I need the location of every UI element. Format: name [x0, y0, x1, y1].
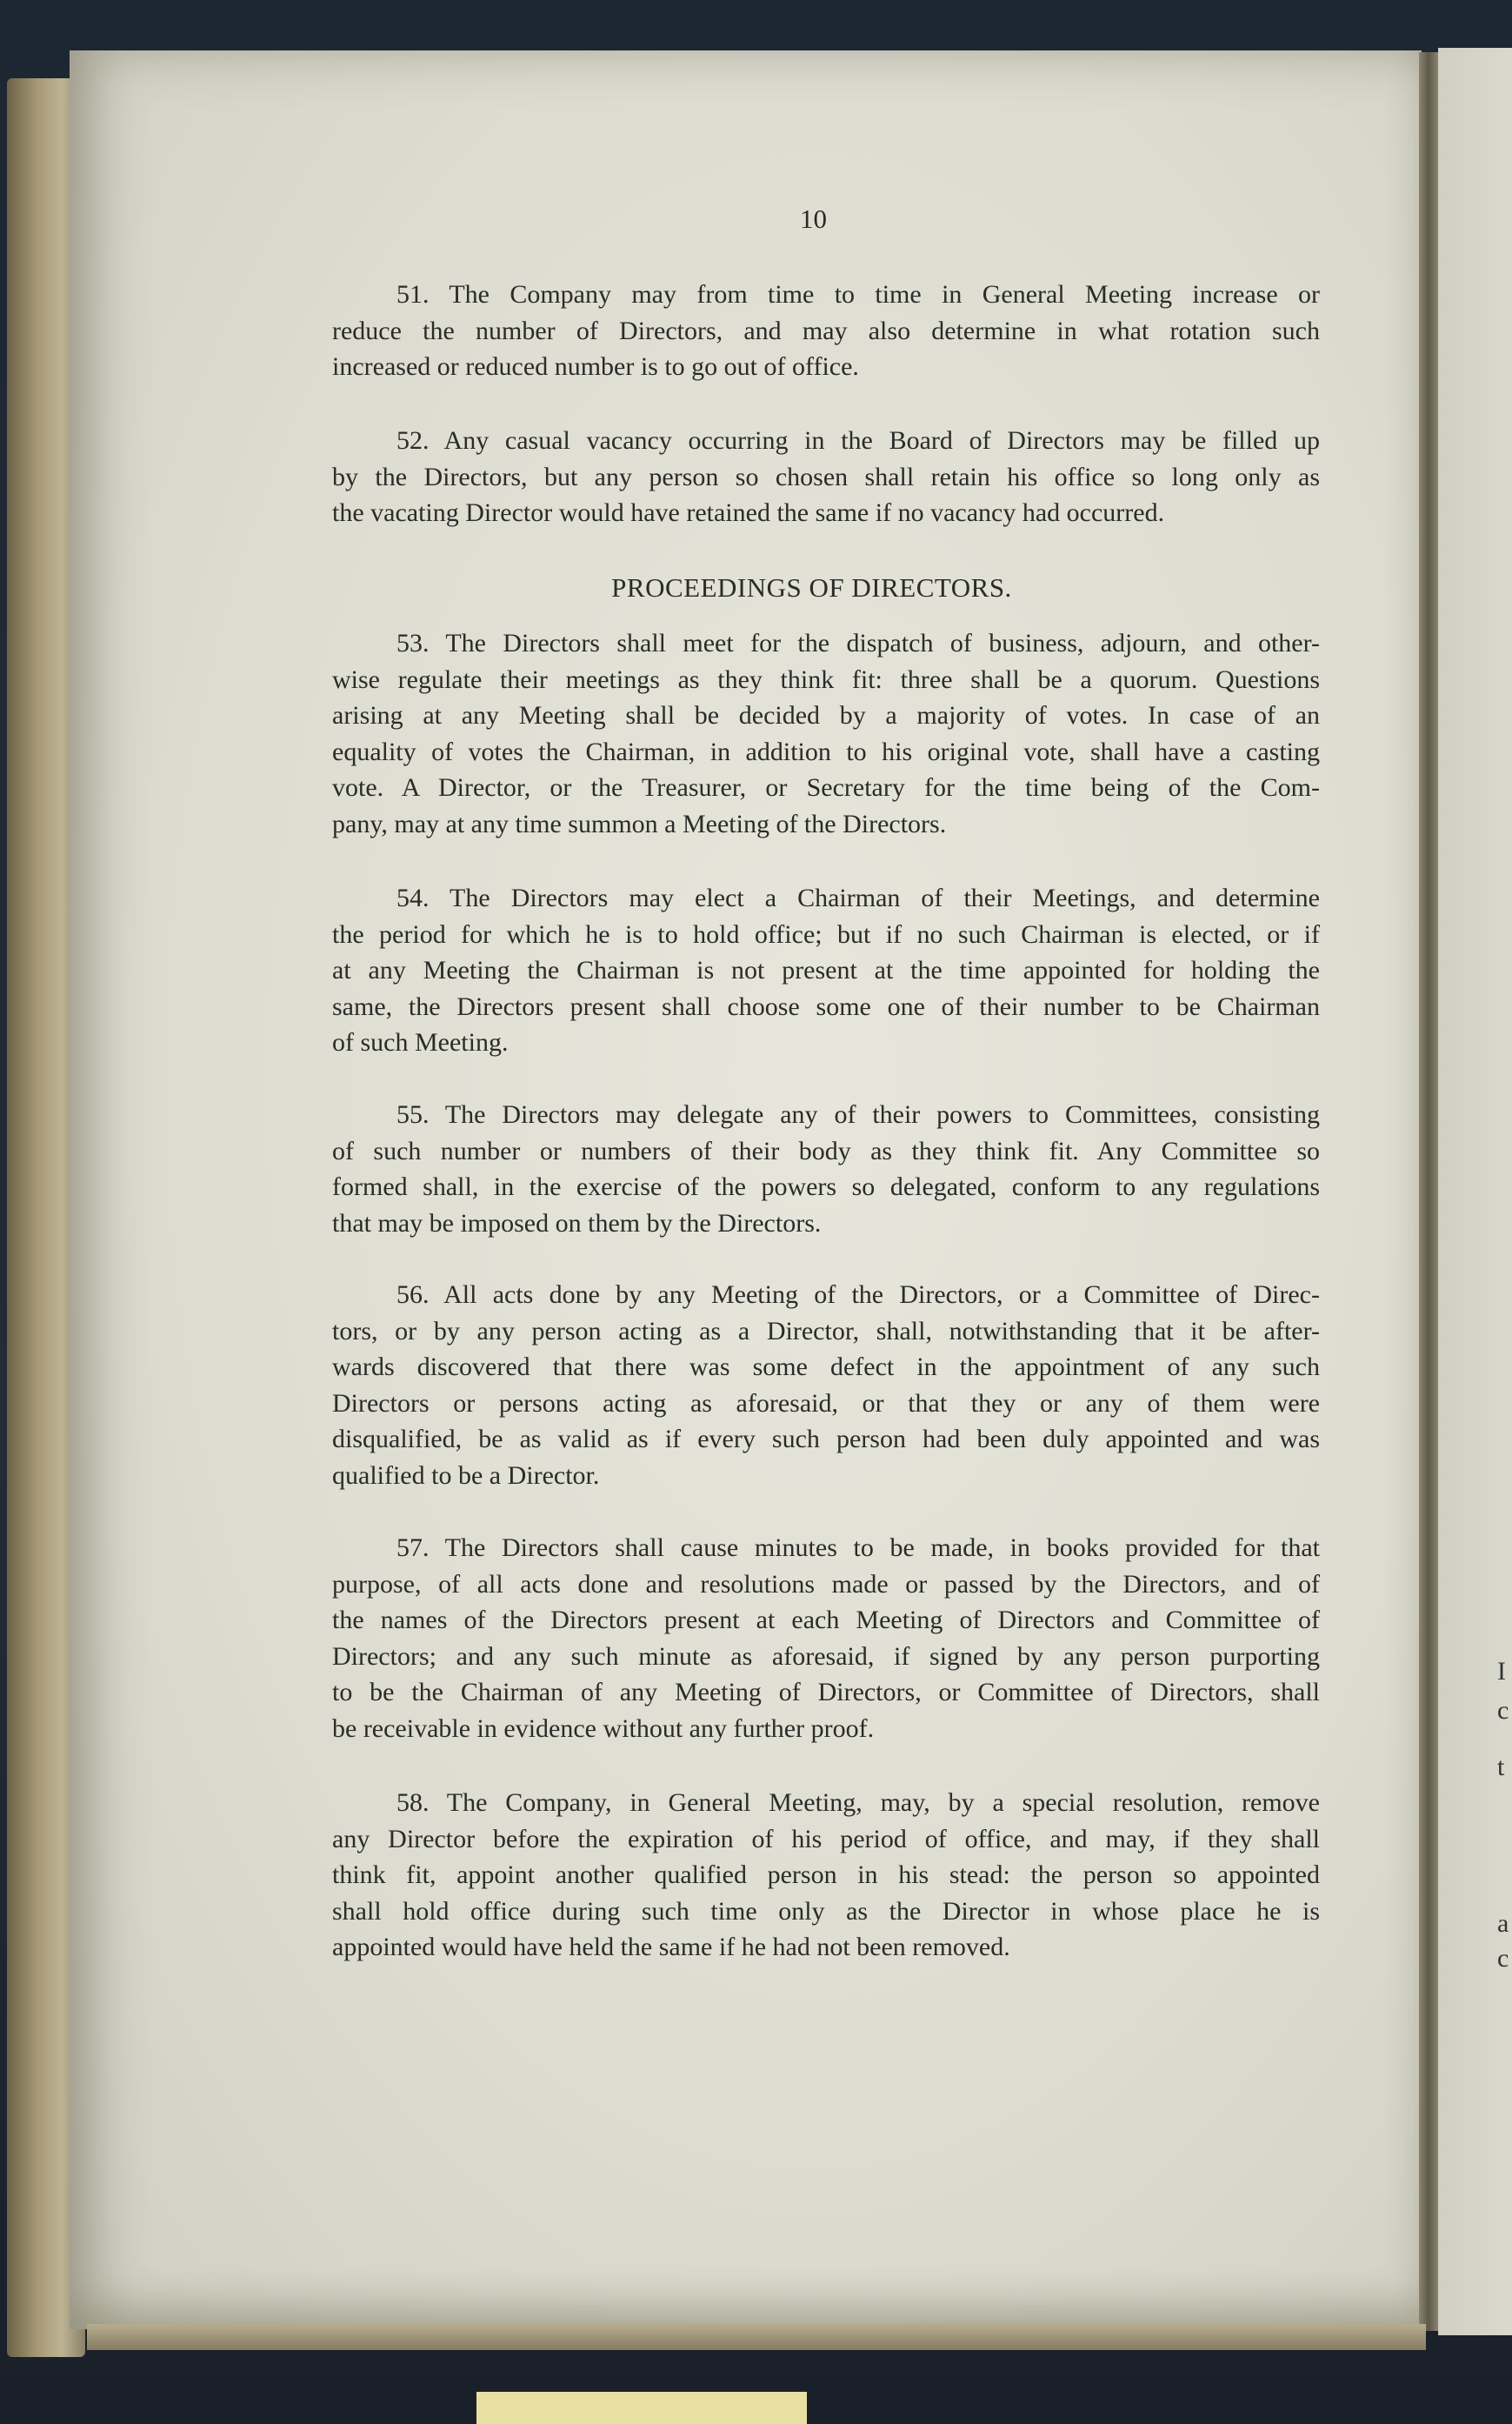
page-gutter	[1419, 52, 1438, 2331]
text-line: think fit, appoint another qualified person in his stead: the person so appointed	[332, 1860, 1320, 1890]
text-line: tors, or by any person acting as a Director, shall, notwithstanding that it be after-	[332, 1316, 1320, 1346]
text-line: of such Meeting.	[332, 1028, 509, 1058]
bookmark-tab	[476, 2392, 807, 2424]
text-line: 51. The Company may from time to time in General Meeting increase or	[396, 280, 1320, 309]
text-line: appointed would have held the same if he had not been removed.	[332, 1933, 1010, 1962]
text-line: qualified to be a Director.	[332, 1460, 600, 1490]
text-line: reduce the number of Directors, and may also determine in what rotation such	[332, 316, 1320, 345]
page-number: 10	[800, 204, 827, 234]
text-line: be receivable in evidence without any further proof.	[332, 1713, 875, 1743]
section-heading-text: PROCEEDINGS OF DIRECTORS.	[611, 572, 1012, 603]
text-line: pany, may at any time summon a Meeting of the Directors.	[332, 809, 947, 838]
text-line: 55. The Directors may delegate any of their powers to Committees, consisting	[396, 1100, 1320, 1129]
text-line: the names of the Directors present at each Meeting of Directors and Committee of	[332, 1606, 1320, 1635]
text-line: the period for which he is to hold office; but if no such Chairman is elected, or if	[332, 919, 1320, 949]
text-line: Directors or persons acting as aforesaid, or that they or any of them were	[332, 1388, 1320, 1418]
text-line: 56. All acts done by any Meeting of the Directors, or a Committee of Direc-	[396, 1280, 1320, 1309]
paragraph-51	[332, 277, 1320, 385]
adjacent-page-fragment: I	[1497, 1657, 1506, 1686]
adjacent-page-fragment: t	[1497, 1753, 1505, 1781]
paragraph-55	[332, 1097, 1320, 1241]
text-line: of such number or numbers of their body as they think fit. Any Committee so	[332, 1136, 1320, 1165]
text-line: 52. Any casual vacancy occurring in the Board of Directors may be filled up	[396, 426, 1320, 455]
paragraph-56	[332, 1277, 1320, 1494]
text-line: the vacating Director would have retained the same if no vacancy had occurred.	[332, 498, 1165, 528]
text-line: by the Directors, but any person so chosen shall retain his office so long only as	[332, 462, 1320, 491]
text-line: 53. The Directors shall meet for the dispatch of business, adjourn, and other-	[396, 629, 1320, 658]
paragraph-57	[332, 1530, 1320, 1747]
text-line: purpose, of all acts done and resolutions made or passed by the Directors, and of	[332, 1569, 1320, 1599]
text-line: at any Meeting the Chairman is not present at the time appointed for holding the	[332, 956, 1320, 985]
paragraph-53	[332, 625, 1320, 843]
paragraph-54	[332, 880, 1320, 1061]
paragraph-52	[332, 423, 1320, 531]
paragraph-58	[332, 1785, 1320, 1966]
text-line: equality of votes the Chairman, in addition to his original vote, shall have a casting	[332, 737, 1320, 766]
text-line: any Director before the expiration of his period of office, and may, if they shall	[332, 1824, 1320, 1853]
text-line: disqualified, be as valid as if every such person had been duly appointed and was	[332, 1425, 1320, 1454]
text-line: shall hold office during such time only as the Director in whose place he is	[332, 1896, 1320, 1926]
text-line: vote. A Director, or the Treasurer, or Secretary for the time being of the Com-	[332, 773, 1320, 803]
adjacent-page	[1438, 48, 1512, 2335]
page-bottom-edge	[87, 2324, 1426, 2350]
text-line: wise regulate their meetings as they think fit: three shall be a quorum. Questions	[332, 664, 1320, 694]
text-line: 57. The Directors shall cause minutes to be made, in books provided for that	[396, 1533, 1320, 1562]
section-heading	[0, 572, 1512, 604]
text-line: Directors; and any such minute as aforesaid, if signed by any person purporting	[332, 1641, 1320, 1671]
text-line: 54. The Directors may elect a Chairman of their Meetings, and determine	[396, 884, 1320, 912]
text-line: same, the Directors present shall choose some one of their number to be Chairman	[332, 992, 1320, 1021]
adjacent-page-fragment: c	[1497, 1696, 1509, 1725]
text-line: to be the Chairman of any Meeting of Directors, or Committee of Directors, shall	[332, 1678, 1320, 1707]
text-line: increased or reduced number is to go out of office.	[332, 352, 859, 382]
text-line: formed shall, in the exercise of the powers so delegated, conform to any regulations	[332, 1172, 1320, 1202]
adjacent-page-fragment: c	[1497, 1944, 1509, 1973]
text-line: 58. The Company, in General Meeting, may, by a special resolution, remove	[396, 1788, 1320, 1817]
text-line: wards discovered that there was some defect in the appointment of any such	[332, 1352, 1320, 1382]
text-line: that may be imposed on them by the Directors.	[332, 1208, 822, 1238]
adjacent-page-fragment: a	[1497, 1909, 1509, 1938]
text-line: arising at any Meeting shall be decided by a majority of votes. In case of an	[332, 701, 1320, 731]
